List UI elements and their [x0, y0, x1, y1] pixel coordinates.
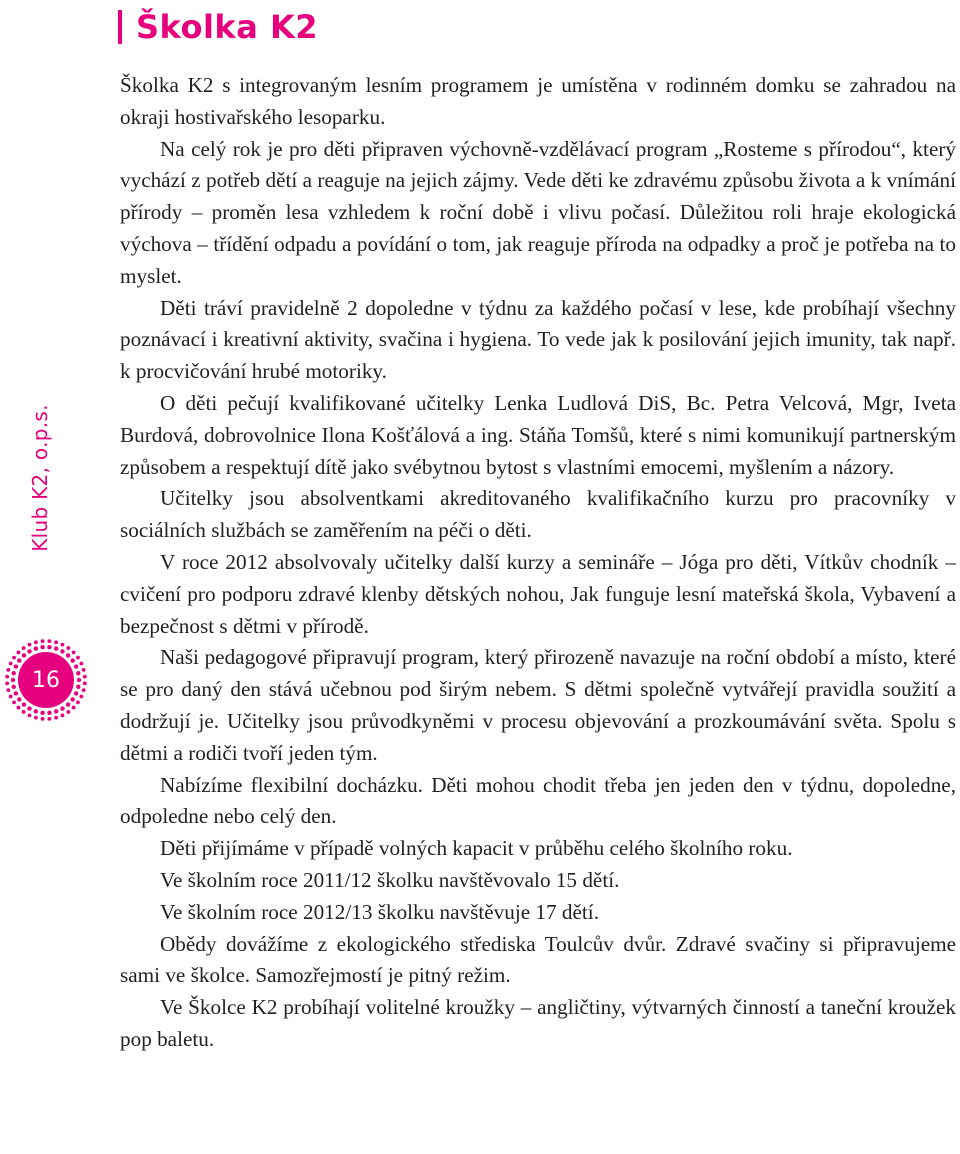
- paragraph: Ve školním roce 2012/13 školku navštěvuje 17 dětí.: [160, 899, 599, 924]
- article-body: [120, 70, 956, 1056]
- paragraph: Děti tráví pravidelně 2 dopoledne v týdnu za každého počasí v lese, kde probíhají všechny poznávací i kreativní aktivity, svačina i hygiena. To vede jak k posilování jejich imunity, tak např. k procvičování hrubé motoriky.: [120, 295, 956, 384]
- paragraph: Školka K2 s integrovaným lesním programem je umístěna v rodinném domku se zahradou na okraji hostivařského lesoparku.: [120, 73, 956, 129]
- paragraph: O děti pečují kvalifikované učitelky Lenka Ludlová DiS, Bc. Petra Velcová, Mgr, Iveta Burdová, dobrovolnice Ilona Košťálová a ing. Stáňa Tomšů, které s nimi komunikují partnerským způsobem a respektují dítě jako svébytnou bytost s vlastními emocemi, myšlením a názory.: [120, 390, 956, 479]
- paragraph: Ve Školce K2 probíhají volitelné kroužky – angličtiny, výtvarných činností a taneční kroužek pop baletu.: [120, 995, 956, 1051]
- heading-accent-bar: [118, 10, 122, 44]
- paragraph: Nabízíme flexibilní docházku. Děti mohou chodit třeba jen jeden den v týdnu, dopoledne, odpoledne nebo celý den.: [120, 772, 956, 829]
- organization-name: Klub K2, o.p.s.: [28, 404, 52, 552]
- page-number: 16: [32, 667, 60, 693]
- paragraph: Na celý rok je pro děti připraven výchovně-vzdělávací program „Rosteme s přírodou“, který vychází z potřeb dětí a reaguje na jejich zájmy. Vede děti ke zdravému způsobu života a k vnímání přírody – proměn lesa vzhledem k roční době i vlivu počasí. Důležitou roli hraje ekologická výchova – třídění odpadu a povídání o tom, jak reaguje příroda na odpadky a proč je potřeba na to myslet.: [120, 136, 956, 288]
- paragraph: Naši pedagogové připravují program, který přirozeně navazuje na roční období a místo, které se pro daný den stává učebnou pod širým nebem. S dětmi společně vytvářejí pravidla soužití a dodržují je. Učitelky jsou průvodkyněmi v procesu objevování a prozkoumávání světa. Spolu s dětmi a rodiči tvoří jeden tým.: [120, 645, 956, 765]
- paragraph: Obědy dovážíme z ekologického střediska Toulcův dvůr. Zdravé svačiny si připravujeme sami ve školce. Samozřejmostí je pitný režim.: [120, 931, 956, 988]
- paragraph: Děti přijímáme v případě volných kapacit v průběhu celého školního roku.: [160, 836, 793, 861]
- page-title: Školka K2: [136, 8, 318, 46]
- paragraph: V roce 2012 absolvovaly učitelky další kurzy a semináře – Jóga pro děti, Vítkův chodník – cvičení pro podporu zdravé klenby dětských nohou, Jak funguje lesní mateřská škola, Vybavení a bezpečnost s dětmi v přírodě.: [120, 549, 956, 638]
- page-heading: [118, 4, 318, 50]
- paragraph: Učitelky jsou absolventkami akreditovaného kvalifikačního kurzu pro pracovníky v sociálních službách se zaměřením na péči o děti.: [120, 486, 956, 543]
- paragraph: Ve školním roce 2011/12 školku navštěvovalo 15 dětí.: [160, 867, 620, 892]
